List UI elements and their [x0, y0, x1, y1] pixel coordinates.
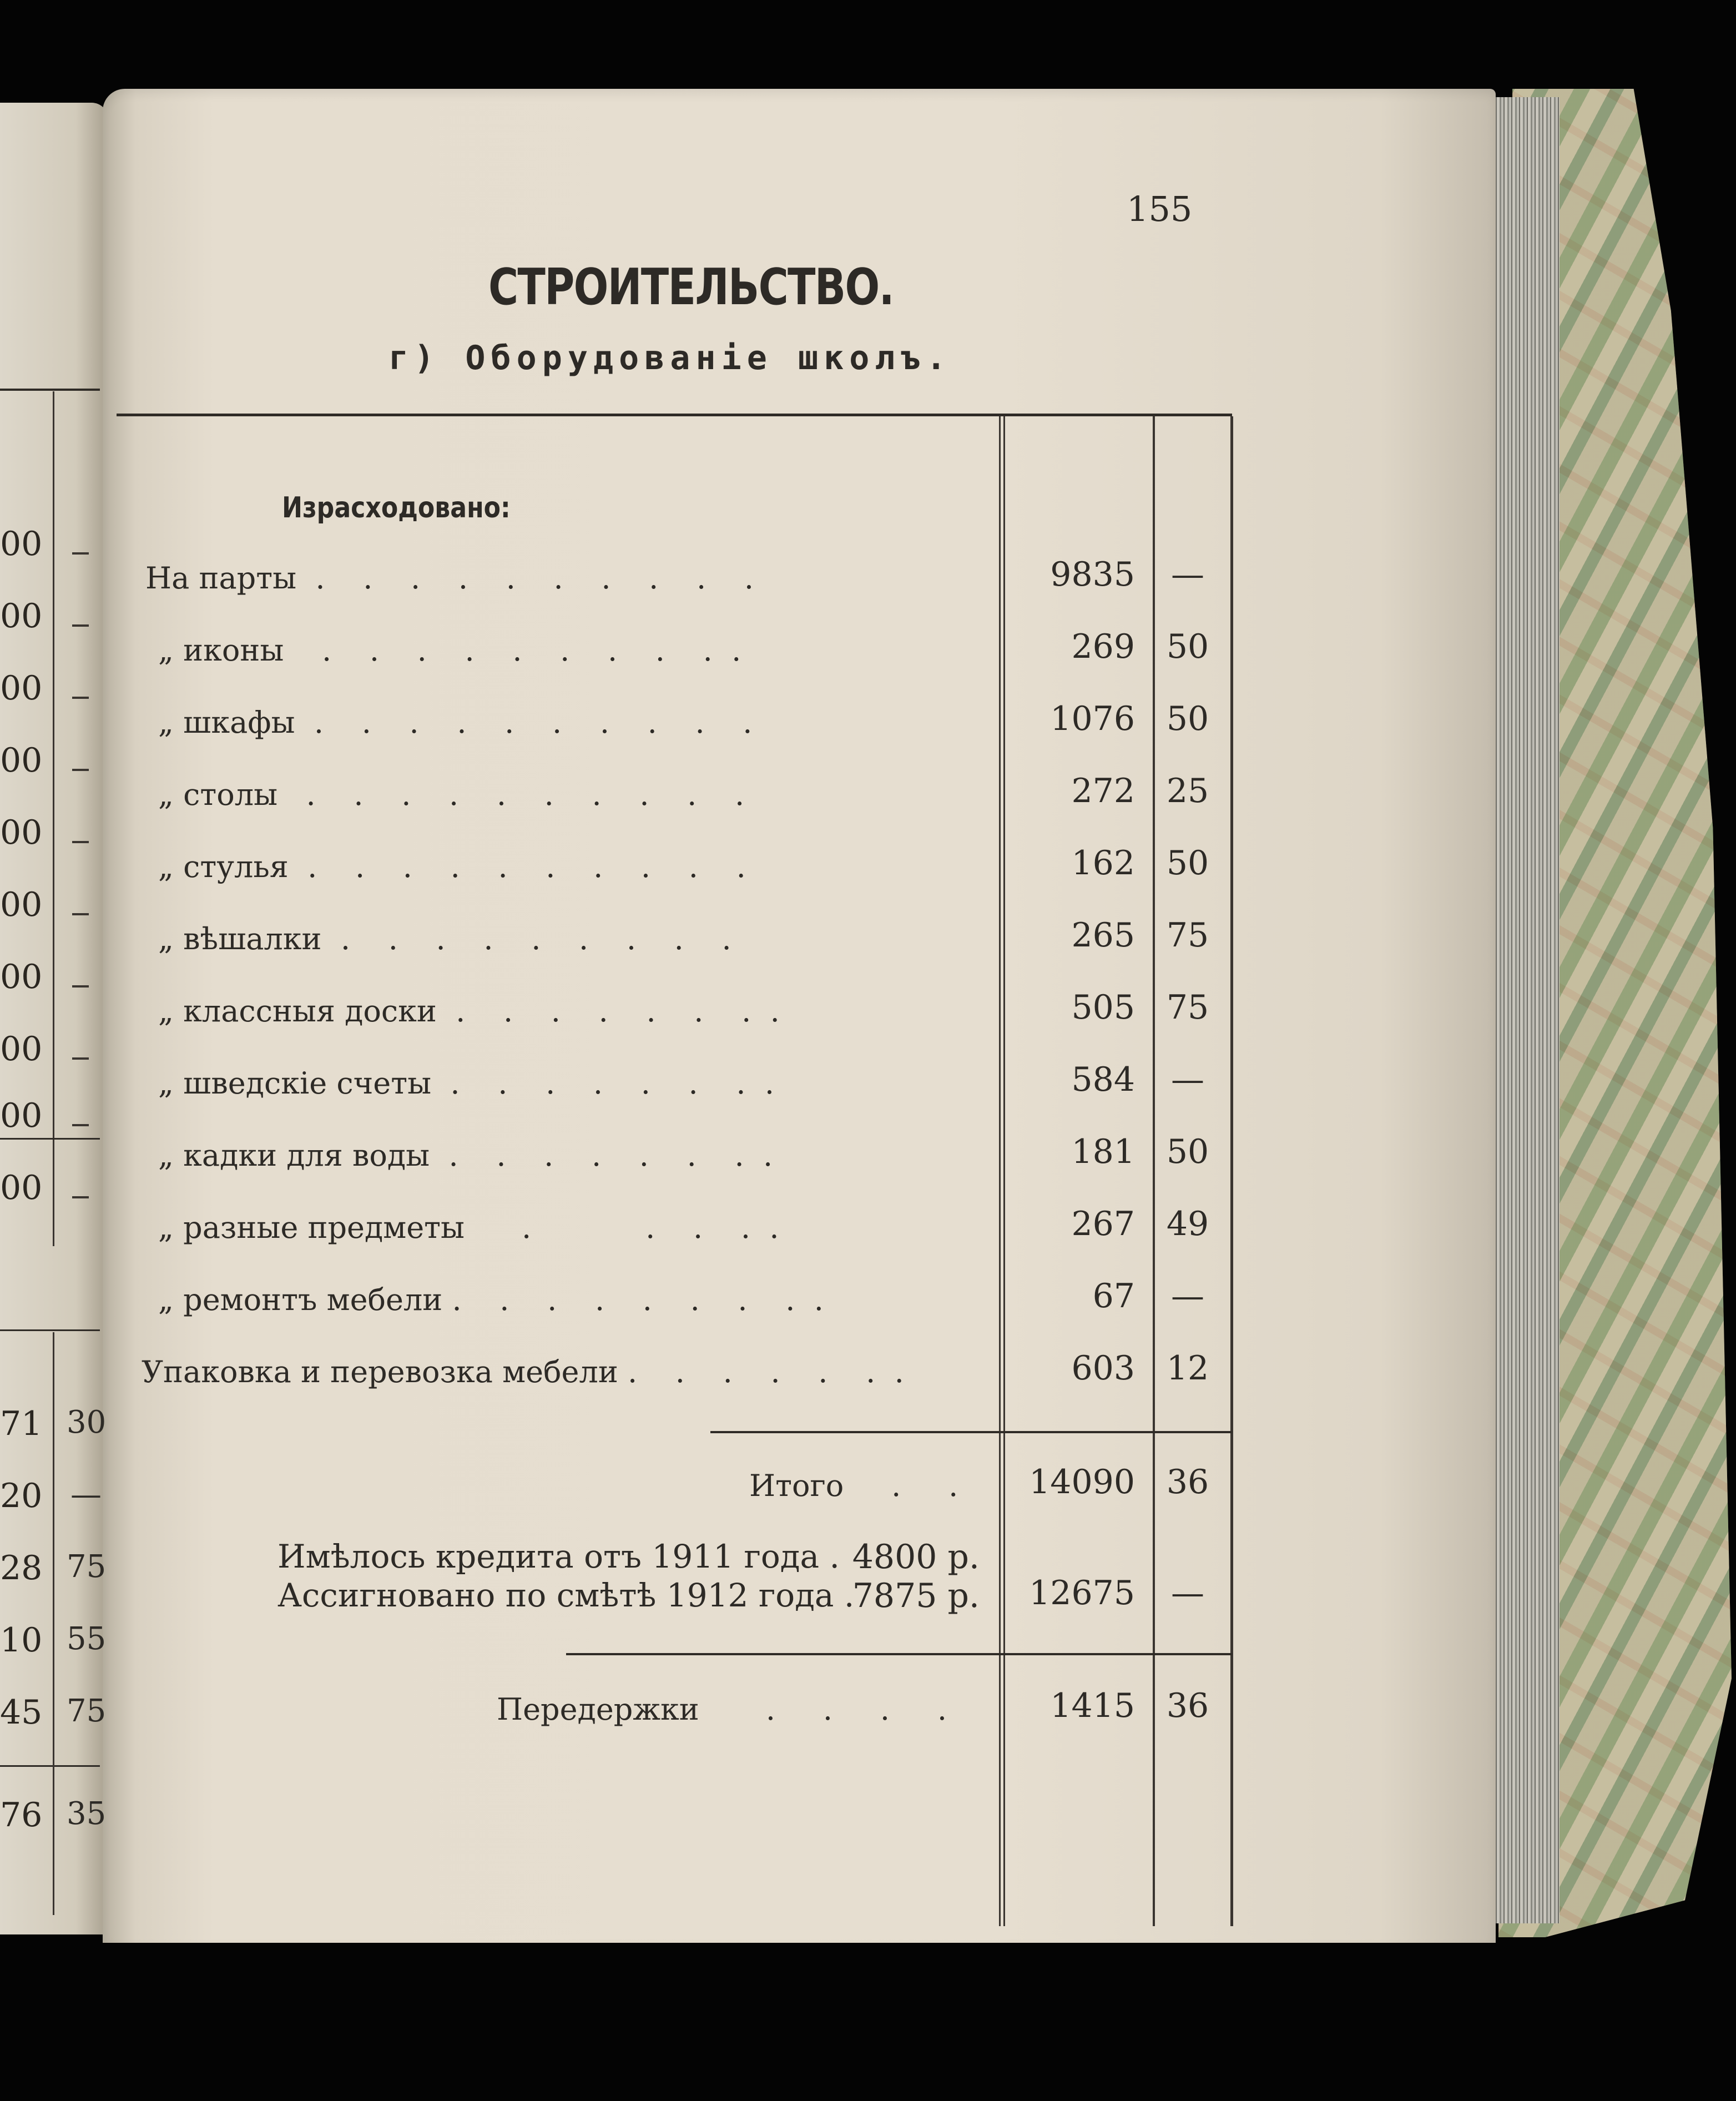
left-page-value: 76	[0, 1796, 43, 1835]
left-page-column-line	[53, 391, 54, 1246]
left-page-value: 75	[67, 1549, 107, 1585]
kopecks-value: 75	[1166, 988, 1209, 1027]
rubles-value: 584	[1071, 1060, 1135, 1099]
left-page-value: 00	[0, 1030, 43, 1069]
left-page-value: 00	[0, 885, 43, 924]
kopecks-value: —	[1171, 555, 1204, 594]
table-row-label: „ шведскіе счеты . . . . . . . .	[158, 1066, 775, 1101]
left-page-column-line	[53, 1332, 54, 1915]
kopecks-value: —	[1171, 1060, 1204, 1099]
table-row-label: „ классныя доски . . . . . . . .	[158, 994, 780, 1029]
left-page-value: 00	[0, 1168, 43, 1207]
kopecks-value: 12	[1166, 1349, 1209, 1388]
rubles-value: 265	[1071, 916, 1135, 955]
kopecks-value: 25	[1166, 772, 1209, 810]
table-row-label: „ ремонтъ мебели . . . . . . . . .	[158, 1282, 824, 1317]
left-page-value: 00	[0, 1096, 43, 1135]
credit-line-1: Имѣлось кредита отъ 1911 года .	[277, 1538, 840, 1575]
rubles-value: 603	[1071, 1349, 1135, 1388]
expenses-heading: Израсходовано:	[282, 491, 511, 525]
page-title: СТРОИТЕЛЬСТВО.	[488, 258, 894, 316]
credit-line-1-value: 4800 р.	[852, 1538, 980, 1576]
table-top-rule	[117, 414, 1232, 416]
left-page-dash	[72, 841, 89, 843]
rubles-value: 505	[1071, 988, 1135, 1027]
rubles-value: 181	[1071, 1132, 1135, 1171]
kopecks-value: 49	[1166, 1205, 1209, 1243]
left-page-value: 35	[67, 1796, 107, 1832]
overrun-kopecks: 36	[1166, 1686, 1209, 1725]
kopecks-value: 50	[1166, 699, 1209, 738]
left-page-value: 45	[0, 1693, 43, 1732]
table-row-label: „ разные предметы . . . . .	[158, 1210, 779, 1245]
left-page-value: —	[70, 1477, 102, 1513]
left-page-dash	[72, 1057, 89, 1060]
table-row-label: Упаковка и перевозка мебели . . . . . . .	[142, 1354, 904, 1389]
total-rubles: 14090	[1029, 1463, 1135, 1502]
left-page-value: 00	[0, 813, 43, 852]
left-page-rule	[0, 1138, 100, 1140]
rubles-value: 67	[1092, 1277, 1135, 1316]
left-page-value: 00	[0, 958, 43, 996]
left-page-value: 28	[0, 1549, 43, 1588]
overrun-rule	[566, 1653, 1232, 1655]
credit-rubles: 12675	[1029, 1574, 1135, 1613]
left-page-value: 00	[0, 741, 43, 780]
left-page-value: 00	[0, 669, 43, 708]
table-row-label: На парты . . . . . . . . . .	[145, 561, 754, 596]
rubles-value: 267	[1071, 1205, 1135, 1243]
left-page-value: 00	[0, 525, 43, 563]
left-page-rule	[0, 1765, 100, 1767]
left-page-dash	[72, 624, 89, 627]
overrun-rubles: 1415	[1050, 1686, 1135, 1725]
table-right-rule	[1230, 416, 1233, 1926]
rubles-value: 272	[1071, 772, 1135, 810]
kopecks-value: —	[1171, 1277, 1204, 1316]
left-page-value: 10	[0, 1621, 43, 1660]
left-page-dash	[72, 913, 89, 915]
left-page-dash	[72, 552, 89, 555]
kopecks-value: 50	[1166, 1132, 1209, 1171]
rubles-value: 9835	[1050, 555, 1135, 594]
page-number: 155	[1127, 189, 1193, 229]
table-row-label: „ столы . . . . . . . . . .	[158, 777, 745, 812]
left-page-value: 20	[0, 1477, 43, 1515]
left-page-value: 00	[0, 597, 43, 636]
table-row-label: „ иконы . . . . . . . . . .	[158, 633, 741, 668]
left-page-dash	[72, 1196, 89, 1198]
kopecks-value: 75	[1166, 916, 1209, 955]
table-row-label: „ вѣшалки . . . . . . . . .	[158, 921, 731, 956]
left-page-rule	[0, 1329, 100, 1331]
kopecks-value: 50	[1166, 844, 1209, 883]
left-page-value: 71	[0, 1404, 43, 1443]
credit-kopecks: —	[1171, 1574, 1204, 1613]
table-row-label: „ кадки для воды . . . . . . . .	[158, 1138, 773, 1173]
credit-line-2: Ассигновано по смѣтѣ 1912 года .	[277, 1576, 855, 1614]
left-page-dash	[72, 1124, 89, 1126]
rubles-value: 269	[1071, 627, 1135, 666]
left-page-dash	[72, 697, 89, 699]
overrun-label: Передержки . . . .	[497, 1692, 947, 1727]
total-kopecks: 36	[1166, 1463, 1209, 1502]
kopecks-column-line	[1153, 416, 1155, 1926]
kopecks-value: 50	[1166, 627, 1209, 666]
total-rule	[710, 1431, 1232, 1433]
left-page-value: 55	[67, 1621, 107, 1657]
left-page-dash	[72, 769, 89, 771]
total-label: Итого . .	[749, 1468, 958, 1503]
table-row-label: „ стулья . . . . . . . . . .	[158, 849, 746, 884]
left-page-dash	[72, 985, 89, 987]
left-page-value: 30	[67, 1404, 107, 1440]
table-row-label: „ шкафы . . . . . . . . . .	[158, 705, 753, 740]
left-page-rule	[0, 389, 100, 391]
credit-line-2-value: 7875 р.	[852, 1576, 980, 1615]
rubles-value: 162	[1071, 844, 1135, 883]
rubles-value: 1076	[1050, 699, 1135, 738]
left-page-value: 75	[67, 1693, 107, 1729]
section-subtitle: г) Оборудованіе школъ.	[388, 339, 952, 377]
